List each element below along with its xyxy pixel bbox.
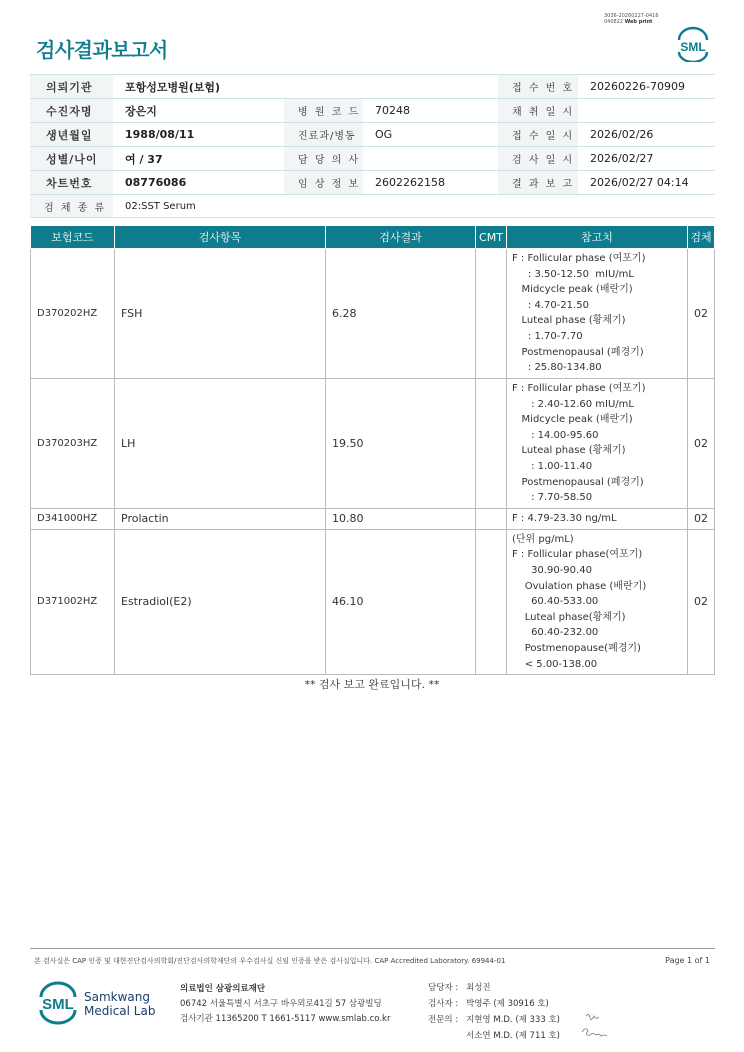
brand-line1: Samkwang [84,990,150,1004]
reference-range: (단위 pg/mL) F : Follicular phase(여포기) 30.90-90.40 Ovulation phase (배란기) 60.40-533.00 Luteal phase(황체기) 60.40-232.00 Postmenopause(폐경기) < 5.00-138.00 [507,529,688,674]
staff-role: 담당자 : [428,983,459,993]
doctor-label: 담 당 의 사 [284,147,363,171]
specimen-code: 02 [688,508,715,529]
test-item: FSH [115,249,326,379]
result-row-fsh [31,249,715,379]
corporate-info [180,982,390,1027]
test-cmt [476,529,507,674]
staff-list [428,980,560,1044]
page-title: 검사결과보고서 [36,38,168,62]
sml-brand-logo-text: SML [42,996,74,1013]
col-header-code: 보험코드 [31,226,115,249]
test-cmt [476,249,507,379]
reference-range: F : Follicular phase (여포기) : 3.50-12.50 mIU/mL Midcycle peak (배란기) : 4.70-21.50 Luteal phase (황체기) : 1.70-7.70 Postmenopausal (폐경기) : 25.80-134.80 [507,249,688,379]
staff-role: 전문의 : [428,1015,459,1025]
result-row-prolactin [31,508,715,529]
sml-brand-logo-icon [36,980,80,1026]
footer-divider [30,948,715,949]
clinical-value: 2602262158 [363,171,498,195]
staff-row [428,996,560,1012]
test-result: 6.28 [326,249,476,379]
patient-info-table [30,74,715,218]
staff-name: 지현영 M.D. (제 333 호) [466,1015,561,1025]
report-date-value: 2026/02/27 04:14 [578,171,715,195]
sml-logo-text: SML [680,40,706,54]
accreditation-note: 본 검사실은 CAP 인증 및 대한진단검사의학회/진단검사의학재단의 우수검사실 신임 인증을 받은 검사실입니다. CAP Accredited Laboratory. 69944-01 [34,957,506,965]
request-org-value: 포항성모병원(보험) [113,75,498,99]
clinical-label: 임 상 정 보 [284,171,363,195]
web-print-label: Web print [624,19,653,25]
dept-value: OG [363,123,498,147]
test-result: 19.50 [326,379,476,509]
staff-name: 서소연 M.D. (제 711 호) [466,1031,561,1041]
reference-range: F : Follicular phase (여포기) : 2.40-12.60 mIU/mL Midcycle peak (배란기) : 14.00-95.60 Luteal phase (황체기) : 1.00-11.40 Postmenopausal (폐경기) : 7.70-58.50 [507,379,688,509]
birth-value: 1988/08/11 [113,123,284,147]
report-code-line2: 040822 [604,19,624,25]
specimen-type-value: 02:SST Serum [113,195,715,218]
specimen-code: 02 [688,249,715,379]
insurance-code: D341000HZ [31,508,115,529]
receipt-no-label: 접 수 번 호 [498,75,578,99]
hospital-code-value: 70248 [363,99,498,123]
hospital-code-label: 병 원 코 드 [284,99,363,123]
report-code [604,13,659,25]
col-header-item: 검사항목 [115,226,326,249]
staff-row [428,1028,560,1044]
birth-label: 생년월일 [30,123,113,147]
staff-row [428,1012,560,1028]
test-result: 46.10 [326,529,476,674]
test-item: Prolactin [115,508,326,529]
dept-label: 진료과/병동 [284,123,363,147]
insurance-code: D371002HZ [31,529,115,674]
test-result: 10.80 [326,508,476,529]
staff-role: 검사자 : [428,999,459,1009]
info-row [30,171,715,195]
results-table [30,225,715,675]
collect-date-label: 채 취 일 시 [498,99,578,123]
test-date-label: 검 사 일 시 [498,147,578,171]
doctor-value [363,147,498,171]
request-org-label: 의뢰기관 [30,75,113,99]
col-header-result: 검사결과 [326,226,476,249]
corp-address: 06742 서울특별시 서초구 바우뫼로41길 57 삼광빌딩 [180,999,382,1009]
brand-name [84,990,155,1018]
result-row-lh [31,379,715,509]
report-code-line1: 3036-20260227-0416 [604,13,659,19]
insurance-code: D370203HZ [31,379,115,509]
col-header-specimen: 검체 [688,226,715,249]
test-item: Estradiol(E2) [115,529,326,674]
patient-name-value: 장은지 [113,99,284,123]
sml-logo-icon [673,26,713,62]
chart-no-value: 08776086 [113,171,284,195]
completion-note: ** 검사 보고 완료입니다. ** [304,678,440,691]
page-number: Page 1 of 1 [665,956,710,965]
reference-range: F : 4.79-23.30 ng/mL [507,508,688,529]
specimen-type-label: 검 체 종 류 [30,195,113,218]
sex-age-label: 성별/나이 [30,147,113,171]
insurance-code: D370202HZ [31,249,115,379]
signature-icon [578,1008,612,1040]
info-row [30,99,715,123]
results-header-row [31,226,715,249]
chart-no-label: 차트번호 [30,171,113,195]
info-row [30,195,715,218]
patient-name-label: 수진자명 [30,99,113,123]
report-date-label: 결 과 보 고 [498,171,578,195]
corp-name: 의료법인 삼광의료재단 [180,984,266,994]
sex-age-value: 여 / 37 [113,147,284,171]
staff-row [428,980,560,996]
staff-role [428,1028,466,1044]
col-header-reference: 참고치 [507,226,688,249]
staff-name: 최성진 [466,983,491,993]
info-row [30,123,715,147]
receipt-no-value: 20260226-70909 [578,75,715,99]
brand-line2: Medical Lab [84,1004,156,1018]
test-cmt [476,379,507,509]
info-row [30,147,715,171]
receipt-date-label: 접 수 일 시 [498,123,578,147]
staff-name: 박영주 (제 30916 호) [466,999,549,1009]
specimen-code: 02 [688,529,715,674]
receipt-date-value: 2026/02/26 [578,123,715,147]
corp-contact: 검사기관 11365200 T 1661-5117 www.smlab.co.kr [180,1014,391,1024]
specimen-code: 02 [688,379,715,509]
test-item: LH [115,379,326,509]
test-date-value: 2026/02/27 [578,147,715,171]
info-row [30,75,715,99]
collect-date-value [578,99,715,123]
result-row-estradiol [31,529,715,674]
col-header-cmt: CMT [476,226,507,249]
test-cmt [476,508,507,529]
